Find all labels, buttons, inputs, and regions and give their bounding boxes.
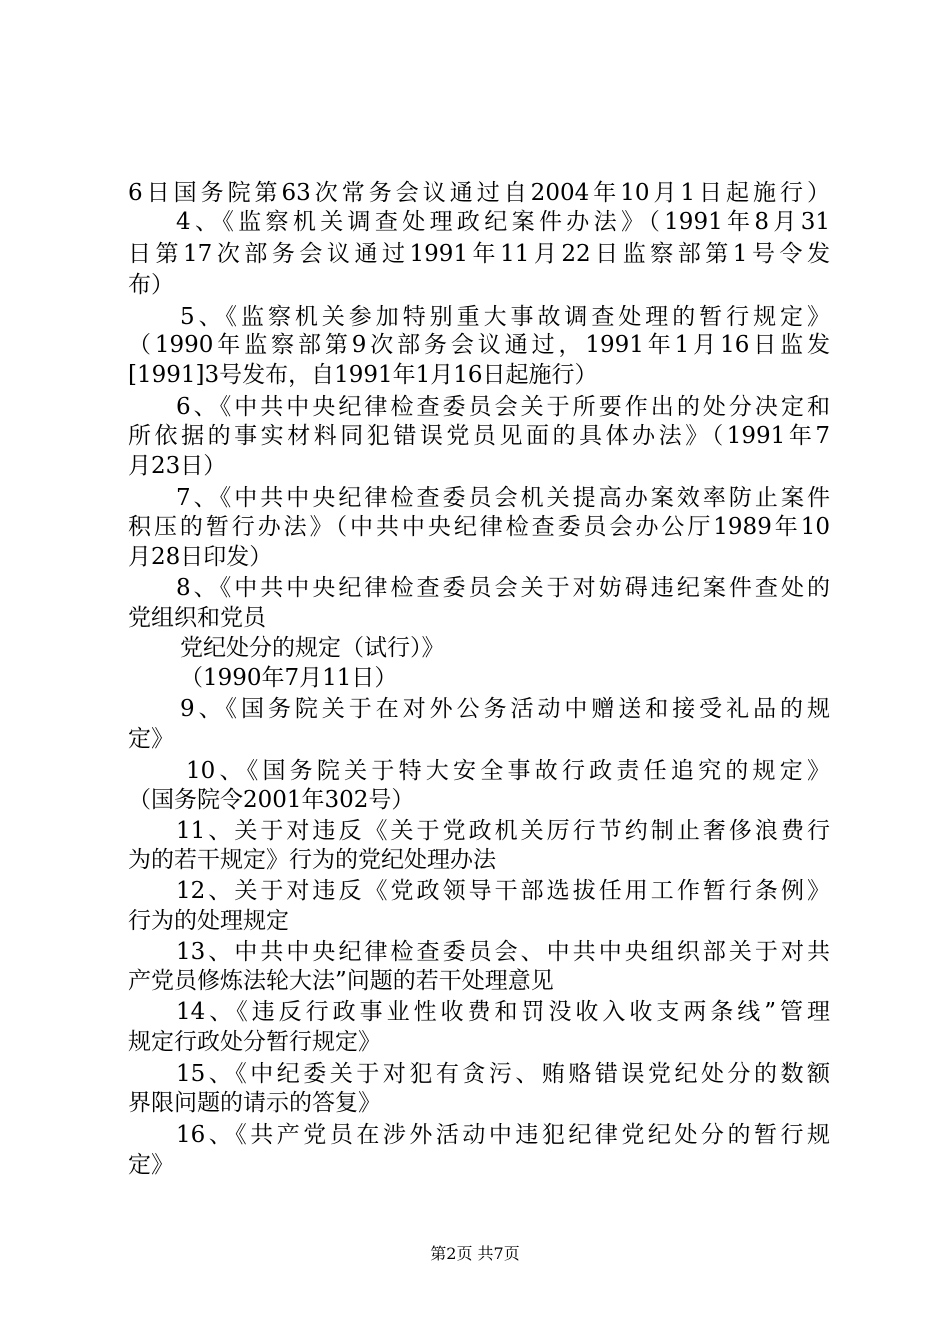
text-line-25: 行为的处理规定 (128, 908, 289, 934)
text-line-23: 为的若干规定》行为的党纪处理办法 (128, 847, 496, 873)
text-line-13: 月28日印发） (128, 544, 273, 570)
text-line-14: 8、《中共中央纪律检查委员会关于对妨碍违纪案件查处的 (176, 575, 830, 601)
text-line-30: 15、《中纪委关于对犯有贪污、贿赂错误党纪处分的数额 (176, 1061, 830, 1087)
text-line-6: （1990年监察部第9次部务会议通过，1991年1月16日监发 (128, 332, 830, 358)
text-line-8: 6、《中共中央纪律检查委员会关于所要作出的处分决定和 (176, 394, 830, 420)
text-line-21: （国务院令2001年302号） (128, 787, 415, 813)
text-line-10: 月23日） (128, 453, 227, 479)
text-line-18: 9、《国务院关于在对外公务活动中赠送和接受礼品的规 (180, 696, 830, 722)
text-line-17: （1990年7月11日） (180, 665, 398, 691)
text-line-29: 规定行政处分暂行规定》 (128, 1029, 381, 1055)
text-line-26: 13、中共中央纪律检查委员会、中共中央组织部关于对共 (176, 939, 830, 965)
text-line-2: 4、《监察机关调查处理政纪案件办法》（1991年8月31 (176, 209, 830, 235)
text-line-7: [1991]3号发布，自1991年1月16日起施行） (128, 362, 598, 388)
text-line-28: 14、《违反行政事业性收费和罚没收入收支两条线”管理 (176, 999, 830, 1025)
text-line-19: 定》 (128, 726, 174, 752)
text-line-31: 界限问题的请示的答复》 (128, 1090, 381, 1116)
text-line-33: 定》 (128, 1152, 174, 1178)
text-line-1: 6日国务院第63次常务会议通过自2004年10月1日起施行） (128, 180, 830, 206)
text-line-16: 党纪处分的规定（试行）》 (180, 635, 445, 661)
text-line-5: 5、《监察机关参加特别重大事故调查处理的暂行规定》 (180, 304, 830, 330)
text-line-15: 党组织和党员 (128, 605, 266, 631)
text-line-3: 日第17次部务会议通过1991年11月22日监察部第1号令发 (128, 241, 830, 267)
text-line-11: 7、《中共中央纪律检查委员会机关提高办案效率防止案件 (176, 485, 830, 511)
text-line-32: 16、《共产党员在涉外活动中违犯纪律党纪处分的暂行规 (176, 1122, 830, 1148)
text-line-27: 产党员修炼法轮大法”问题的若干处理意见 (128, 968, 554, 994)
text-line-4: 布） (128, 272, 174, 298)
page-number-footer: 第2页 共7页 (430, 1244, 520, 1263)
text-line-22: 11、关于对违反《关于党政机关厉行节约制止奢侈浪费行 (176, 818, 830, 844)
text-line-24: 12、关于对违反《党政领导干部选拔任用工作暂行条例》 (176, 878, 830, 904)
text-line-12: 积压的暂行办法》（中共中央纪律检查委员会办公厅1989年10 (128, 514, 830, 540)
text-line-20: 10、《国务院关于特大安全事故行政责任追究的规定》 (186, 758, 830, 784)
text-line-9: 所依据的事实材料同犯错误党员见面的具体办法》（1991年7 (128, 423, 830, 449)
